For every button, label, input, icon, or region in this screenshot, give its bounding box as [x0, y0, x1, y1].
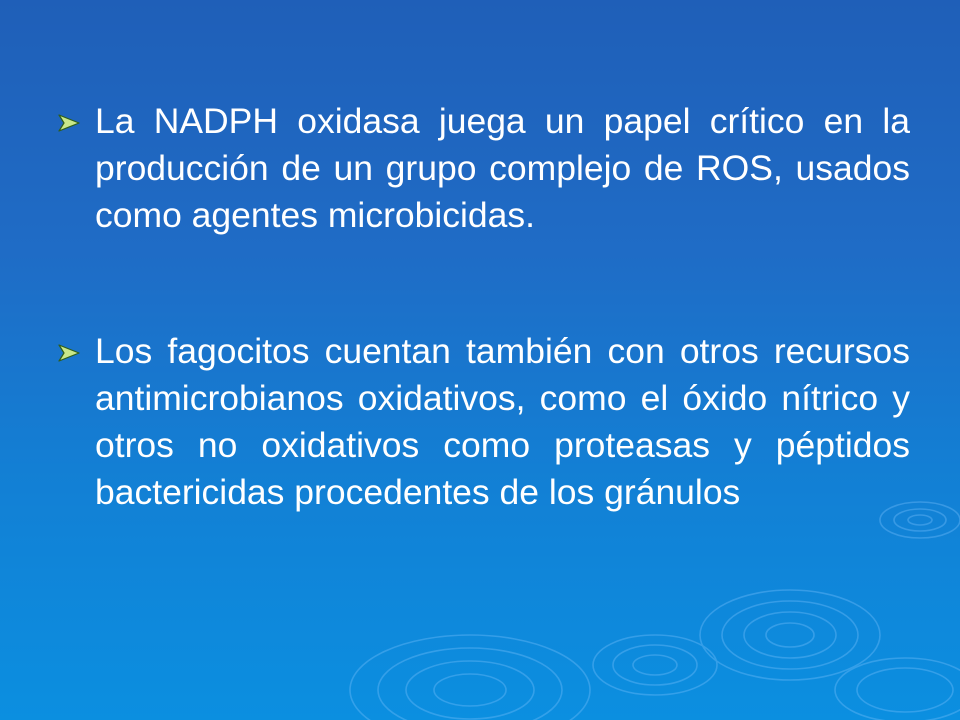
- bullet-text: La NADPH oxidasa juega un papel crítico en la producción de un grupo complejo de ROS, usados como agentes microbicidas.: [95, 101, 910, 235]
- bullet-item: [58, 328, 910, 516]
- bullet-text: Los fagocitos cuentan también con otros recursos antimicrobianos oxidativos, como el óxido nítrico y otros no oxidativos como proteasas y péptidos bactericidas procedentes de los gránulos: [95, 331, 910, 512]
- arrow-bullet-icon: [58, 344, 80, 362]
- arrow-bullet-icon: [58, 114, 80, 132]
- bullet-item: [58, 98, 910, 239]
- bullet-list: [58, 98, 910, 516]
